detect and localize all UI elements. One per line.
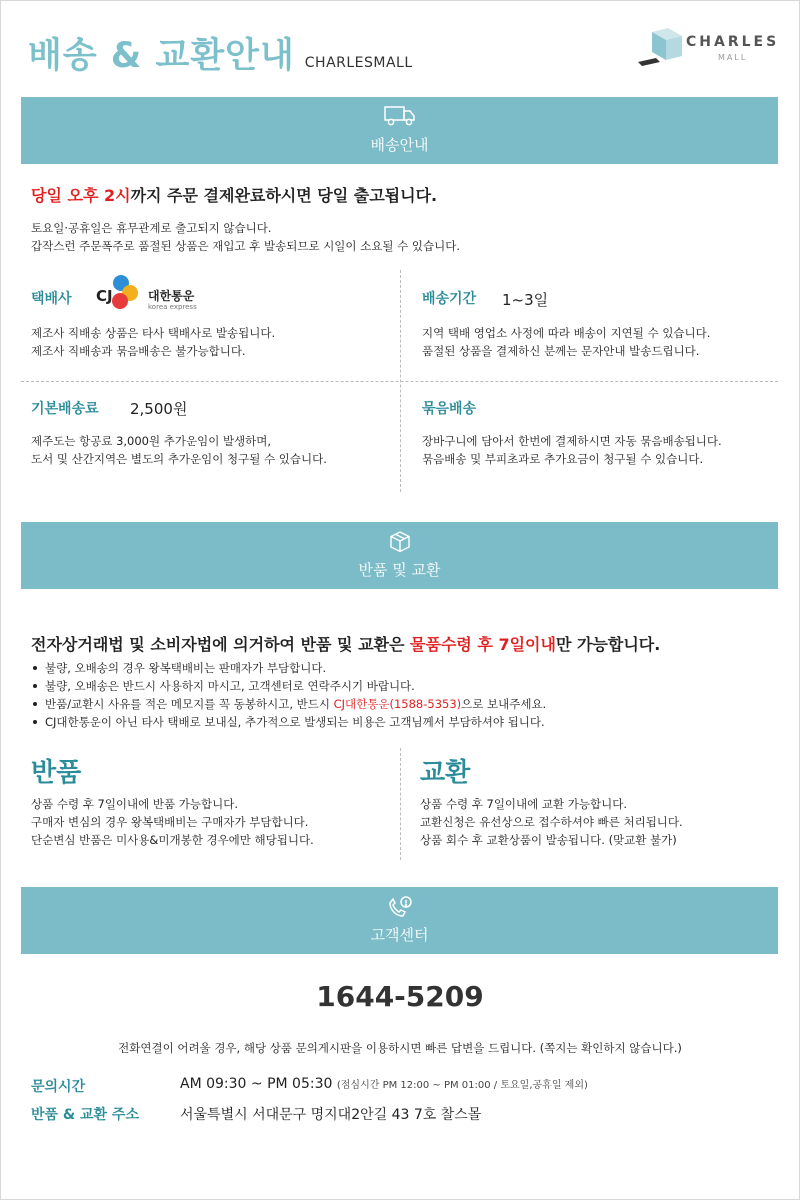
service-bar-label: 고객센터 bbox=[370, 926, 429, 944]
courier-line-2: 제조사 직배송과 묶음배송은 불가능합니다. bbox=[31, 344, 246, 358]
bullet-text: 불량, 오배송은 반드시 사용하지 마시고, 고객센터로 연락주시기 바랍니다. bbox=[45, 679, 415, 693]
cj-logo-sub: korea express bbox=[148, 303, 197, 311]
returns-bullet-list bbox=[31, 659, 771, 731]
courier-line-1: 제조사 직배송 상품은 타사 택배사로 발송됩니다. bbox=[31, 326, 276, 340]
cube-icon bbox=[638, 28, 684, 68]
shipping-headline bbox=[31, 183, 437, 206]
return-line: 구매자 변심의 경우 왕복택배비는 구매자가 부담합니다. bbox=[31, 815, 309, 829]
return-line: 단순변심 반품은 미사용&미개봉한 경우에만 해당됩니다. bbox=[31, 833, 314, 847]
service-bar bbox=[21, 887, 778, 954]
courier-desc bbox=[31, 324, 275, 360]
period-value: 1~3일 bbox=[502, 291, 549, 309]
hours-extra: (점심시간 PM 12:00 ~ PM 01:00 / 토요일,공휴일 제외) bbox=[336, 1080, 588, 1091]
shipping-notes bbox=[31, 219, 460, 255]
page-header bbox=[28, 28, 413, 78]
logo-name: CHARLES bbox=[686, 34, 780, 50]
shipping-headline-highlight: 당일 오후 2시 bbox=[31, 186, 131, 205]
returns-headline-highlight: 물품수령 후 7일이내 bbox=[410, 635, 556, 654]
service-phone: 1644-5209 bbox=[316, 980, 484, 1013]
returns-vdivider bbox=[400, 748, 401, 860]
returns-bar-label: 반품 및 교환 bbox=[358, 561, 441, 579]
returns-headline-post: 만 가능합니다. bbox=[555, 635, 661, 654]
fee-desc bbox=[31, 432, 327, 468]
returns-headline bbox=[31, 632, 660, 655]
list-item bbox=[31, 659, 771, 677]
exchange-line: 상품 회수 후 교환상품이 발송됩니다. (맞교환 불가) bbox=[420, 833, 677, 847]
service-note: 전화연결이 어려울 경우, 해당 상품 문의게시판을 이용하시면 빠른 답변을 드립니다. (쪽지는 확인하지 않습니다.) bbox=[118, 1041, 682, 1055]
shipping-note-1: 토요일·공휴일은 휴무관계로 출고되지 않습니다. bbox=[31, 221, 272, 235]
shipping-grid-hdivider bbox=[21, 381, 778, 382]
hours-value: AM 09:30 ~ PM 05:30 bbox=[180, 1076, 333, 1092]
cj-flower-icon bbox=[108, 273, 142, 311]
list-item bbox=[31, 677, 771, 695]
exchange-title: 교환 bbox=[420, 758, 471, 788]
bundle-line-2: 묶음배송 및 부피초과로 추가요금이 청구될 수 있습니다. bbox=[422, 452, 704, 466]
box-icon bbox=[388, 530, 412, 554]
return-line: 상품 수령 후 7일이내에 반품 가능합니다. bbox=[31, 797, 238, 811]
exchange-line: 교환신청은 유선상으로 접수하셔야 빠른 처리됩니다. bbox=[420, 815, 683, 829]
bullet-text: 불량, 오배송의 경우 왕복택배비는 판매자가 부담합니다. bbox=[45, 661, 327, 675]
period-line-1: 지역 택배 영업소 사정에 따라 배송이 지연될 수 있습니다. bbox=[422, 326, 711, 340]
fee-line-1: 제주도는 항공료 3,000원 추가운임이 발생하며, bbox=[31, 434, 272, 448]
bundle-desc bbox=[422, 432, 722, 468]
list-item bbox=[31, 713, 771, 731]
fee-label: 기본배송료 bbox=[31, 401, 99, 417]
period-line-2: 품절된 상품을 결제하신 분께는 문자안내 발송드립니다. bbox=[422, 344, 700, 358]
address-value: 서울특별시 서대문구 명지대2안길 43 7호 찰스몰 bbox=[180, 1107, 482, 1123]
truck-icon bbox=[383, 105, 417, 127]
period-label: 배송기간 bbox=[422, 291, 477, 307]
fee-value: 2,500원 bbox=[130, 400, 188, 418]
cj-logo-name: 대한통운 bbox=[148, 289, 195, 303]
return-desc bbox=[31, 795, 314, 849]
cj-logo-mark: CJ bbox=[96, 287, 113, 305]
shipping-bar bbox=[21, 97, 778, 164]
period-desc bbox=[422, 324, 710, 360]
address-label: 반품 & 교환 주소 bbox=[31, 1107, 139, 1123]
list-item bbox=[31, 695, 771, 713]
bullet-text: 반품/교환시 사유를 적은 메모지를 꼭 동봉하시고, 반드시 bbox=[45, 697, 334, 711]
fee-line-2: 도서 및 산간지역은 별도의 추가운임이 청구될 수 있습니다. bbox=[31, 452, 327, 466]
bullet-text: 으로 보내주세요. bbox=[461, 697, 547, 711]
brand-logo bbox=[630, 28, 780, 72]
exchange-line: 상품 수령 후 7일이내에 교환 가능합니다. bbox=[420, 797, 627, 811]
returns-headline-pre: 전자상거래법 및 소비자법에 의거하여 반품 및 교환은 bbox=[31, 635, 411, 654]
hours-row bbox=[180, 1076, 588, 1092]
page-subtitle: CHARLESMALL bbox=[304, 55, 413, 71]
logo-sub: MALL bbox=[718, 53, 748, 62]
return-title: 반품 bbox=[31, 758, 82, 788]
shipping-note-2: 갑작스런 주문폭주로 품절된 상품은 재입고 후 발송되므로 시일이 소요될 수 있습니다. bbox=[31, 239, 461, 253]
shipping-headline-rest: 까지 주문 결제완료하시면 당일 출고됩니다. bbox=[130, 186, 438, 205]
returns-bar bbox=[21, 522, 778, 589]
cj-logo bbox=[96, 273, 216, 313]
phone-icon bbox=[387, 895, 413, 919]
bullet-text: CJ대한통운이 아닌 타사 택배로 보내실, 추가적으로 발생되는 비용은 고객님께서 부담하셔야 됩니다. bbox=[45, 715, 545, 729]
page-title: 배송 & 교환안내 bbox=[28, 36, 295, 76]
exchange-desc bbox=[420, 795, 683, 849]
shipping-bar-label: 배송안내 bbox=[370, 136, 429, 154]
bundle-label: 묶음배송 bbox=[422, 401, 477, 417]
hours-label: 문의시간 bbox=[31, 1079, 86, 1095]
courier-label: 택배사 bbox=[31, 291, 72, 307]
cj-contact-highlight: CJ대한통운(1588-5353) bbox=[333, 697, 462, 711]
bundle-line-1: 장바구니에 담아서 한번에 결제하시면 자동 묶음배송됩니다. bbox=[422, 434, 722, 448]
